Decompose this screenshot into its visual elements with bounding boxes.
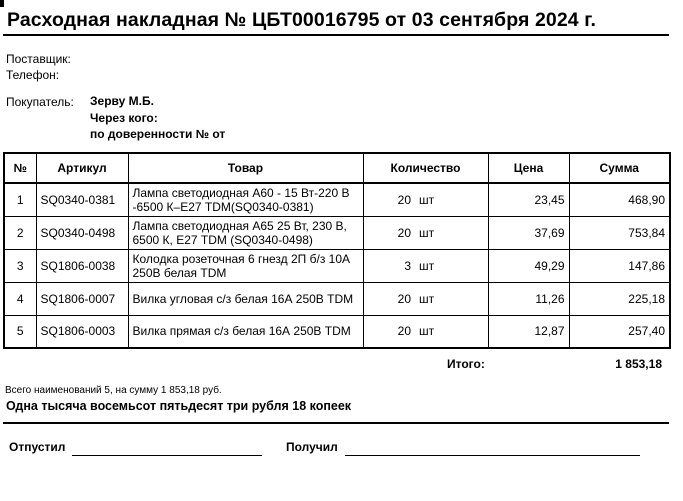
row-article: SQ0340-0381 — [36, 183, 128, 216]
row-product: Вилка прямая с/з белая 16А 250В TDM — [128, 315, 363, 348]
row-unit: шт — [415, 315, 488, 348]
released-signature-line — [72, 455, 262, 456]
title-divider — [3, 34, 669, 36]
table-header-row — [4, 153, 670, 183]
row-qty: 20 — [363, 216, 415, 249]
row-article: SQ1806-0038 — [36, 249, 128, 282]
row-product: Вилка угловая с/з белая 16А 250В TDM — [128, 282, 363, 315]
row-qty: 20 — [363, 315, 415, 348]
row-qty: 3 — [363, 249, 415, 282]
items-table — [3, 152, 671, 349]
row-num: 1 — [4, 183, 36, 216]
phone-label: Телефон: — [6, 68, 60, 82]
row-product: Лампа светодиодная А65 25 Вт, 230 В, 6500 К, Е27 TDM (SQ0340-0498) — [128, 216, 363, 249]
table-row — [4, 315, 670, 348]
row-num: 4 — [4, 282, 36, 315]
row-qty: 20 — [363, 282, 415, 315]
row-price: 49,29 — [488, 249, 569, 282]
items-summary: Всего наименований 5, на сумму 1 853,18 руб. — [5, 385, 222, 396]
buyer-details — [90, 93, 225, 143]
total-value: 1 853,18 — [615, 357, 662, 371]
table-row — [4, 183, 670, 216]
corner-mark — [0, 0, 4, 7]
bottom-divider — [3, 422, 669, 424]
row-price: 12,87 — [488, 315, 569, 348]
row-unit: шт — [415, 249, 488, 282]
row-article: SQ1806-0007 — [36, 282, 128, 315]
row-sum: 468,90 — [569, 183, 670, 216]
row-unit: шт — [415, 282, 488, 315]
header-quantity: Количество — [363, 153, 488, 183]
table-row — [4, 282, 670, 315]
buyer-label: Покупатель: — [6, 95, 74, 109]
table-row — [4, 216, 670, 249]
row-price: 23,45 — [488, 183, 569, 216]
released-label: Отпустил — [9, 440, 66, 454]
received-signature-line — [345, 455, 640, 456]
proxy-label: по доверенности № от — [90, 127, 226, 142]
supplier-label: Поставщик: — [6, 52, 71, 66]
row-num: 5 — [4, 315, 36, 348]
row-num: 3 — [4, 249, 36, 282]
header-num: № — [4, 153, 36, 183]
row-sum: 753,84 — [569, 216, 670, 249]
header-product: Товар — [128, 153, 363, 183]
row-sum: 147,86 — [569, 249, 670, 282]
row-product: Лампа светодиодная А60 - 15 Вт-220 В -6500 К–Е27 TDM(SQ0340-0381) — [128, 183, 363, 216]
total-label: Итого: — [447, 357, 485, 371]
row-qty: 20 — [363, 183, 415, 216]
via-label: Через кого: — [90, 110, 158, 125]
row-num: 2 — [4, 216, 36, 249]
amount-in-words: Одна тысяча восемьсот пятьдесят три рубля 18 копеек — [6, 399, 352, 413]
header-sum: Сумма — [569, 153, 670, 183]
row-sum: 225,18 — [569, 282, 670, 315]
document-title: Расходная накладная № ЦБТ00016795 от 03 сентября 2024 г. — [7, 9, 597, 31]
table-row — [4, 249, 670, 282]
header-article: Артикул — [36, 153, 128, 183]
header-price: Цена — [488, 153, 569, 183]
row-unit: шт — [415, 183, 488, 216]
row-sum: 257,40 — [569, 315, 670, 348]
row-article: SQ1806-0003 — [36, 315, 128, 348]
received-label: Получил — [286, 440, 338, 454]
buyer-name: Зерву М.Б. — [90, 94, 154, 108]
row-product: Колодка розеточная 6 гнезд 2П б/з 10А 250В белая TDM — [128, 249, 363, 282]
row-price: 37,69 — [488, 216, 569, 249]
row-article: SQ0340-0498 — [36, 216, 128, 249]
row-unit: шт — [415, 216, 488, 249]
row-price: 11,26 — [488, 282, 569, 315]
